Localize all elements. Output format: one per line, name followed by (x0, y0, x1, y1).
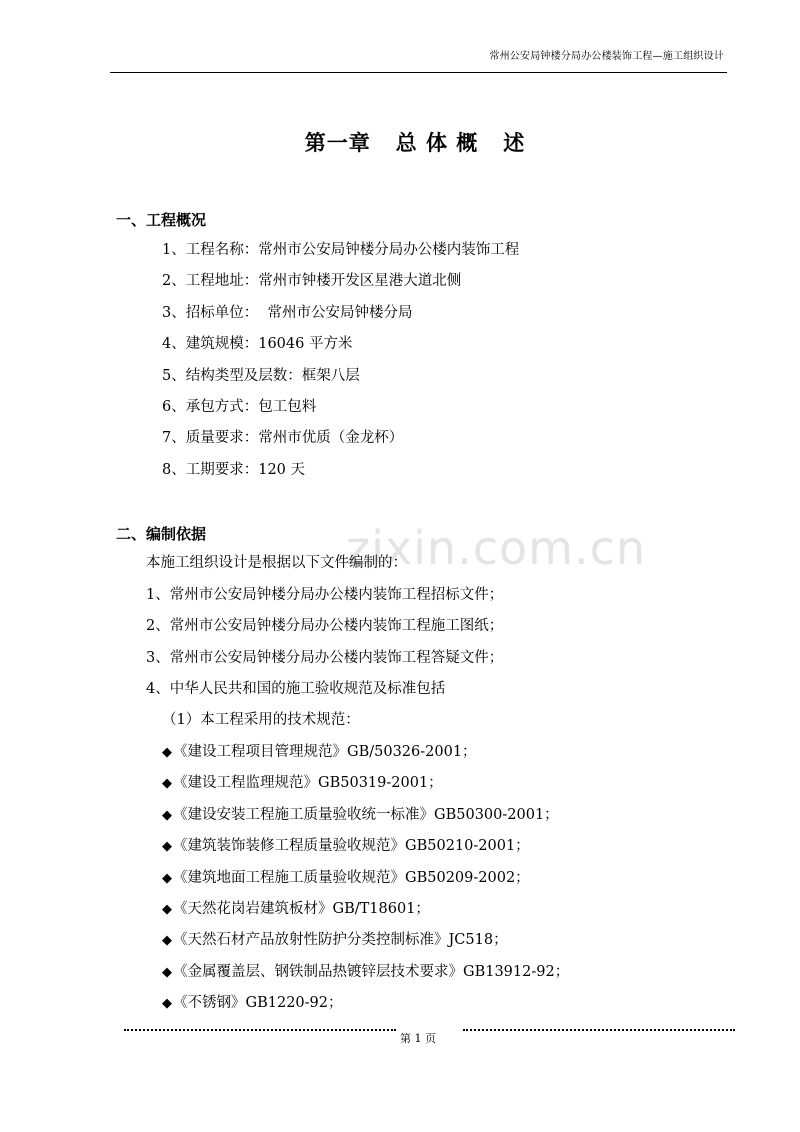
footer-dotted-leader-left (124, 1029, 396, 1031)
standard-item (162, 837, 530, 856)
standard-item (162, 963, 569, 982)
standard-text: 《建设安装工程施工质量验收统一标准》GB50300-2001； (173, 807, 559, 823)
overview-item: 1、工程名称：常州市公安局钟楼分局办公楼内装饰工程 (162, 242, 520, 258)
footer-dotted-leader-right (463, 1029, 735, 1031)
overview-item: 2、工程地址：常州市钟楼开发区星港大道北侧 (162, 273, 462, 289)
overview-item: 8、工期要求：120 天 (162, 462, 306, 478)
overview-item: 4、建筑规模：16046 平方米 (162, 336, 353, 352)
header-rule (110, 72, 727, 73)
basis-intro: 本施工组织设计是根据以下文件编制的： (146, 555, 407, 571)
standard-text: 《建设工程项目管理规范》GB/50326-2001； (173, 744, 477, 760)
basis-item: 4、中华人民共和国的施工验收规范及标准包括 (146, 681, 446, 697)
diamond-bullet-icon: ◆ (162, 965, 172, 980)
standard-text: 《不锈钢》GB1220-92； (173, 995, 343, 1011)
overview-item: 7、质量要求：常州市优质（金龙杯） (162, 430, 404, 446)
chapter-title: 第一章 总 体 概 述 (304, 131, 526, 155)
section-heading-basis: 二、编制依据 (116, 525, 207, 543)
overview-item: 6、承包方式：包工包料 (162, 399, 317, 415)
standard-item (162, 931, 508, 950)
standard-text: 《天然花岗岩建筑板材》GB/T18601； (173, 901, 430, 917)
basis-item: 3、常州市公安局钟楼分局办公楼内装饰工程答疑文件； (146, 650, 504, 666)
basis-item: 1、常州市公安局钟楼分局办公楼内装饰工程招标文件； (146, 587, 504, 603)
diamond-bullet-icon: ◆ (162, 745, 172, 760)
standard-item (162, 774, 443, 793)
diamond-bullet-icon: ◆ (162, 871, 172, 886)
standard-text: 《建设工程监理规范》GB50319-2001； (173, 775, 443, 791)
standard-item (162, 994, 343, 1013)
standard-item (162, 900, 430, 919)
basis-item: 2、常州市公安局钟楼分局办公楼内装饰工程施工图纸； (146, 618, 504, 634)
standards-sub-heading: （1）本工程采用的技术规范： (162, 712, 360, 728)
standard-item (162, 743, 477, 762)
footer-page-number: 第 1 页 (400, 1032, 436, 1045)
standard-text: 《建筑地面工程施工质量验收规范》GB50209-2002； (173, 870, 530, 886)
standard-text: 《天然石材产品放射性防护分类控制标准》JC518； (173, 932, 508, 948)
diamond-bullet-icon: ◆ (162, 776, 172, 791)
watermark: zixin.com.cn (346, 521, 647, 575)
overview-item: 5、结构类型及层数：框架八层 (162, 368, 360, 384)
standard-item (162, 806, 559, 825)
standard-text: 《建筑装饰装修工程质量验收规范》GB50210-2001； (173, 838, 530, 854)
section-heading-overview: 一、工程概况 (116, 211, 207, 229)
standard-item (162, 869, 530, 888)
diamond-bullet-icon: ◆ (162, 902, 172, 917)
diamond-bullet-icon: ◆ (162, 933, 172, 948)
diamond-bullet-icon: ◆ (162, 808, 172, 823)
diamond-bullet-icon: ◆ (162, 839, 172, 854)
overview-item: 3、招标单位： 常州市公安局钟楼分局 (162, 305, 413, 321)
standard-text: 《金属覆盖层、钢铁制品热镀锌层技术要求》GB13912-92； (173, 964, 570, 980)
page-header-title: 常州公安局钟楼分局办公楼装饰工程—施工组织设计 (489, 51, 724, 62)
diamond-bullet-icon: ◆ (162, 996, 172, 1011)
